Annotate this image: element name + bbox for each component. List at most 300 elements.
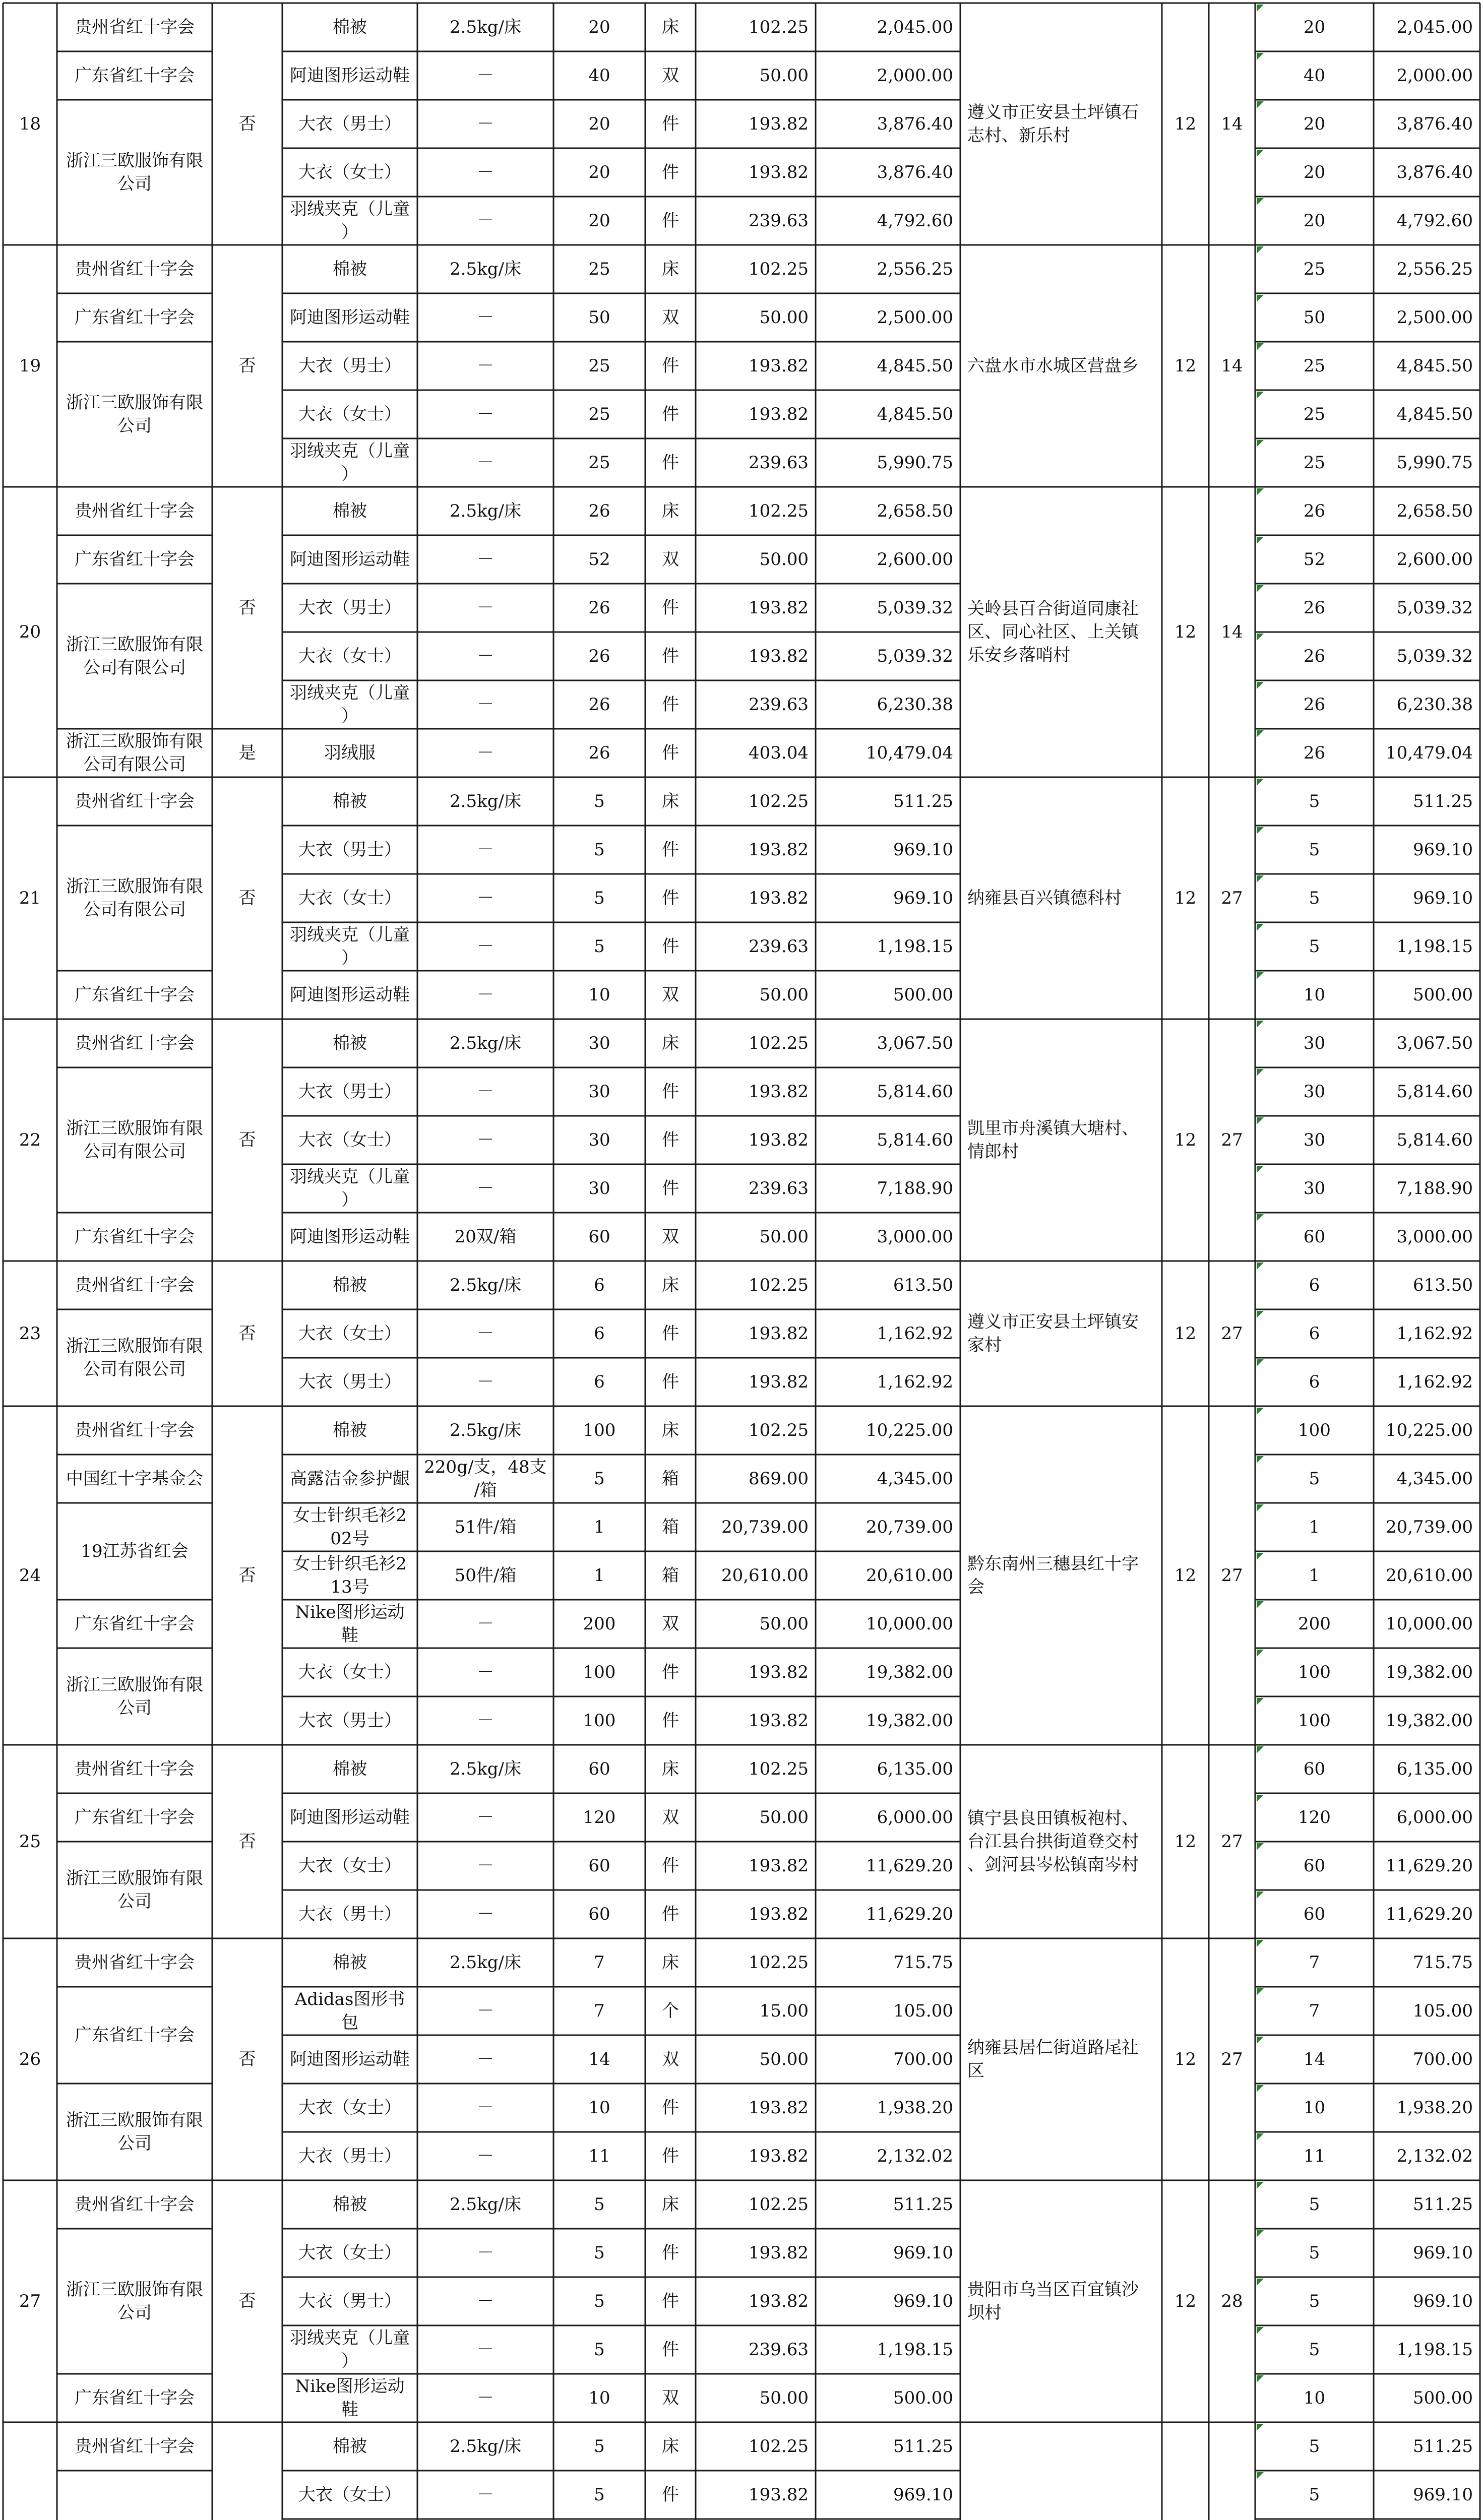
item-name: 羽绒夹克（儿童）	[290, 683, 410, 726]
item-qty: 60	[588, 1856, 610, 1876]
cell-marker-icon	[1257, 101, 1264, 108]
inspection-flag: 是	[238, 743, 256, 763]
unit-price: 869.00	[749, 1469, 809, 1489]
item-name: 棉被	[333, 1420, 367, 1440]
amount: 969.10	[893, 2243, 953, 2263]
item-qty: 26	[588, 695, 610, 715]
inspection-flag: 否	[238, 598, 256, 618]
cell-marker-icon	[1257, 1117, 1264, 1124]
amount: 20,739.00	[866, 1517, 953, 1537]
item-qty: 20	[588, 162, 610, 182]
received-amount: 5,039.32	[1396, 646, 1473, 666]
donor-name: 贵州省红十字会	[75, 2436, 195, 2456]
item-name: 阿迪图形运动鞋	[290, 1227, 410, 1247]
received-amount: 3,000.00	[1396, 1227, 1473, 1247]
item-spec: －	[477, 211, 494, 231]
item-unit: 床	[662, 2194, 679, 2215]
item-unit: 件	[662, 2291, 679, 2311]
item-name: 阿迪图形运动鞋	[290, 985, 410, 1005]
item-name: 大衣（男士）	[298, 1372, 401, 1392]
unit-price: 50.00	[759, 985, 809, 1005]
received-amount: 20,739.00	[1385, 1517, 1473, 1537]
item-spec: 2.5kg/床	[450, 1275, 521, 1295]
donor-name: 广东省红十字会	[75, 2388, 195, 2408]
donor-name: 中国红十字基金会	[66, 1469, 203, 1489]
month: 12	[1174, 356, 1197, 376]
amount: 5,990.75	[877, 453, 953, 473]
amount: 500.00	[893, 985, 953, 1005]
item-spec: －	[477, 162, 494, 182]
item-name: 大衣（女士）	[298, 2243, 401, 2263]
donor-name: 浙江三欧服饰有限公司有限公司	[66, 731, 203, 775]
cell-marker-icon	[1257, 1698, 1264, 1705]
item-spec: 51件/箱	[454, 1517, 517, 1537]
item-qty: 30	[588, 1033, 610, 1053]
item-spec: －	[477, 646, 494, 666]
item-unit: 件	[662, 646, 679, 666]
item-spec: －	[477, 1130, 494, 1150]
item-qty: 5	[594, 936, 605, 957]
item-name: 棉被	[333, 2436, 367, 2456]
received-amount: 11,629.20	[1385, 1856, 1473, 1876]
donor-name: 广东省红十字会	[75, 1614, 195, 1634]
row-number: 27	[19, 2291, 41, 2311]
received-qty: 7	[1309, 2001, 1320, 2021]
cell-marker-icon	[1257, 1940, 1264, 1947]
amount: 10,479.04	[866, 743, 953, 763]
amount: 969.10	[893, 888, 953, 908]
item-spec: 50件/箱	[454, 1565, 517, 1586]
cell-marker-icon	[1257, 2182, 1264, 2189]
received-qty: 26	[1303, 695, 1326, 715]
day: 27	[1221, 2049, 1243, 2069]
donor-name: 广东省红十字会	[75, 66, 195, 86]
item-unit: 件	[662, 2485, 679, 2505]
unit-price: 20,739.00	[721, 1517, 809, 1537]
received-qty: 30	[1303, 1178, 1326, 1199]
cell-marker-icon	[1257, 585, 1264, 592]
item-unit: 件	[662, 211, 679, 231]
amount: 700.00	[893, 2049, 953, 2069]
item-spec: 2.5kg/床	[450, 259, 521, 279]
received-amount: 4,345.00	[1396, 1469, 1473, 1489]
cell-marker-icon	[1257, 53, 1264, 60]
item-spec: 2.5kg/床	[450, 2436, 521, 2456]
cell-marker-icon	[1257, 5, 1264, 12]
donor-name: 广东省红十字会	[75, 1227, 195, 1247]
item-unit: 件	[662, 2243, 679, 2263]
cell-marker-icon	[1257, 2327, 1264, 2334]
unit-price: 239.63	[749, 453, 809, 473]
received-amount: 511.25	[1413, 2436, 1473, 2456]
cell-marker-icon	[1257, 1408, 1264, 1415]
received-amount: 5,990.75	[1396, 453, 1473, 473]
received-qty: 20	[1303, 17, 1326, 37]
unit-price: 193.82	[749, 162, 809, 182]
received-qty: 25	[1303, 453, 1326, 473]
item-qty: 52	[588, 549, 610, 570]
item-name: 大衣（女士）	[298, 1324, 401, 1344]
item-spec: －	[477, 2146, 494, 2166]
cell-marker-icon	[1257, 2279, 1264, 2286]
received-qty: 30	[1303, 1130, 1326, 1150]
received-amount: 969.10	[1413, 840, 1473, 860]
amount: 10,225.00	[866, 1420, 953, 1440]
item-spec: －	[477, 1856, 494, 1876]
received-qty: 60	[1303, 1904, 1326, 1924]
item-spec: －	[477, 695, 494, 715]
item-unit: 床	[662, 1952, 679, 1973]
item-qty: 60	[588, 1759, 610, 1779]
month: 12	[1174, 2049, 1197, 2069]
amount: 4,792.60	[877, 211, 953, 231]
unit-price: 193.82	[749, 2243, 809, 2263]
received-qty: 25	[1303, 259, 1326, 279]
unit-price: 193.82	[749, 646, 809, 666]
received-qty: 26	[1303, 646, 1326, 666]
received-qty: 7	[1309, 1952, 1320, 1973]
item-name: 大衣（女士）	[298, 162, 401, 182]
received-qty: 6	[1309, 1372, 1320, 1392]
row-number: 20	[19, 622, 41, 642]
item-name: 羽绒服	[324, 743, 376, 763]
item-unit: 件	[662, 162, 679, 182]
donor-name: 贵州省红十字会	[75, 1759, 195, 1779]
received-qty: 10	[1303, 2388, 1326, 2408]
received-qty: 26	[1303, 743, 1326, 763]
item-spec: －	[477, 1614, 494, 1634]
item-unit: 件	[662, 1711, 679, 1731]
unit-price: 102.25	[749, 17, 809, 37]
amount: 2,132.02	[877, 2146, 953, 2166]
unit-price: 102.25	[749, 1420, 809, 1440]
unit-price: 193.82	[749, 114, 809, 134]
item-unit: 双	[662, 549, 679, 570]
cell-marker-icon	[1257, 1843, 1264, 1850]
unit-price: 102.25	[749, 259, 809, 279]
received-amount: 2,000.00	[1396, 66, 1473, 86]
item-name: 棉被	[333, 259, 367, 279]
item-spec: －	[477, 2388, 494, 2408]
item-qty: 14	[588, 2049, 610, 2069]
amount: 6,135.00	[877, 1759, 953, 1779]
item-qty: 1	[594, 1565, 605, 1586]
item-name: 棉被	[333, 791, 367, 811]
month: 12	[1174, 1565, 1197, 1586]
amount: 2,045.00	[877, 17, 953, 37]
unit-price: 102.25	[749, 1952, 809, 1973]
received-amount: 6,000.00	[1396, 1807, 1473, 1828]
received-qty: 6	[1309, 1324, 1320, 1344]
item-qty: 20	[588, 17, 610, 37]
cell-marker-icon	[1257, 1746, 1264, 1753]
cell-marker-icon	[1257, 1892, 1264, 1899]
item-unit: 床	[662, 2436, 679, 2456]
row-number: 21	[19, 888, 41, 908]
amount: 511.25	[893, 2436, 953, 2456]
donor-name: 广东省红十字会	[75, 549, 195, 570]
cell-marker-icon	[1257, 634, 1264, 641]
item-name: 大衣（女士）	[298, 646, 401, 666]
item-spec: 2.5kg/床	[450, 791, 521, 811]
cell-marker-icon	[1257, 198, 1264, 205]
unit-price: 50.00	[759, 549, 809, 570]
item-name: 大衣（女士）	[298, 1662, 401, 1682]
received-amount: 2,132.02	[1396, 2146, 1473, 2166]
item-name: 大衣（女士）	[298, 2098, 401, 2118]
received-amount: 2,500.00	[1396, 307, 1473, 328]
donor-name: 贵州省红十字会	[75, 501, 195, 521]
month: 12	[1174, 1832, 1197, 1852]
received-amount: 500.00	[1413, 985, 1473, 1005]
unit-price: 102.25	[749, 2436, 809, 2456]
received-qty: 30	[1303, 1033, 1326, 1053]
received-qty: 200	[1298, 1614, 1331, 1634]
item-unit: 件	[662, 1856, 679, 1876]
item-spec: 220g/支，48支/箱	[424, 1457, 547, 1500]
inspection-flag: 否	[238, 1324, 256, 1344]
item-spec: －	[477, 2340, 494, 2360]
item-unit: 件	[662, 1082, 679, 1102]
cell-marker-icon	[1257, 1988, 1264, 1995]
unit-price: 239.63	[749, 936, 809, 957]
item-spec: －	[477, 2001, 494, 2021]
cell-marker-icon	[1257, 440, 1264, 447]
received-qty: 10	[1303, 985, 1326, 1005]
received-qty: 5	[1309, 888, 1320, 908]
donor-name: 浙江三欧服饰有限公司有限公司	[66, 1118, 203, 1162]
row-number: 26	[19, 2049, 41, 2069]
item-name: 羽绒夹克（儿童）	[290, 2328, 410, 2371]
item-name: 女士针织毛衫2 13号	[293, 1554, 407, 1597]
item-name: 棉被	[333, 1033, 367, 1053]
amount: 715.75	[893, 1952, 953, 1973]
item-qty: 5	[594, 1469, 605, 1489]
destination: 关岭县百合街道同康社区、同心社区、上关镇乐安乡落哨村	[967, 599, 1139, 665]
received-amount: 3,876.40	[1396, 114, 1473, 134]
received-qty: 1	[1309, 1517, 1320, 1537]
item-name: Nike图形运动鞋	[295, 1602, 405, 1646]
inspection-flag: 否	[238, 2291, 256, 2311]
amount: 11,629.20	[866, 1904, 953, 1924]
amount: 2,500.00	[877, 307, 953, 328]
item-unit: 箱	[662, 1517, 679, 1537]
received-amount: 3,876.40	[1396, 162, 1473, 182]
received-qty: 5	[1309, 791, 1320, 811]
item-spec: 2.5kg/床	[450, 1952, 521, 1973]
donor-name: 浙江三欧服饰有限公司有限公司	[66, 1336, 203, 1379]
day: 14	[1221, 114, 1243, 134]
item-spec: －	[477, 1904, 494, 1924]
item-qty: 25	[588, 259, 610, 279]
unit-price: 239.63	[749, 695, 809, 715]
donor-name: 浙江三欧服饰有限公司	[66, 151, 203, 194]
destination: 黔东南州三穗县红十字会	[967, 1554, 1139, 1597]
amount: 3,067.50	[877, 1033, 953, 1053]
item-spec: －	[477, 1711, 494, 1731]
amount: 1,162.92	[877, 1324, 953, 1344]
unit-price: 193.82	[749, 2291, 809, 2311]
item-name: 棉被	[333, 1952, 367, 1973]
cell-marker-icon	[1257, 392, 1264, 399]
amount: 1,198.15	[877, 2340, 953, 2360]
received-qty: 40	[1303, 66, 1326, 86]
cell-marker-icon	[1257, 295, 1264, 302]
item-name: 羽绒夹克（儿童）	[290, 1167, 410, 1210]
unit-price: 50.00	[759, 2049, 809, 2069]
amount: 19,382.00	[866, 1711, 953, 1731]
amount: 3,876.40	[877, 162, 953, 182]
unit-price: 50.00	[759, 2388, 809, 2408]
unit-price: 193.82	[749, 1372, 809, 1392]
donor-name: 贵州省红十字会	[75, 17, 195, 37]
item-qty: 5	[594, 791, 605, 811]
month: 12	[1174, 1324, 1197, 1344]
destination: 贵阳市乌当区百宜镇沙坝村	[967, 2280, 1139, 2323]
item-qty: 26	[588, 743, 610, 763]
unit-price: 193.82	[749, 1904, 809, 1924]
item-qty: 6	[594, 1372, 605, 1392]
unit-price: 102.25	[749, 1275, 809, 1295]
received-amount: 1,198.15	[1396, 936, 1473, 957]
received-qty: 60	[1303, 1227, 1326, 1247]
item-qty: 25	[588, 404, 610, 424]
item-unit: 个	[662, 2001, 679, 2021]
item-spec: －	[477, 66, 494, 86]
item-name: 大衣（男士）	[298, 1904, 401, 1924]
item-spec: －	[477, 840, 494, 860]
received-qty: 5	[1309, 2291, 1320, 2311]
received-amount: 11,629.20	[1385, 1904, 1473, 1924]
item-unit: 双	[662, 1614, 679, 1634]
received-amount: 10,479.04	[1385, 743, 1473, 763]
item-qty: 30	[588, 1178, 610, 1199]
item-qty: 5	[594, 2340, 605, 2360]
item-unit: 床	[662, 17, 679, 37]
item-unit: 床	[662, 1275, 679, 1295]
item-qty: 100	[583, 1420, 616, 1440]
item-qty: 6	[594, 1324, 605, 1344]
received-amount: 500.00	[1413, 2388, 1473, 2408]
received-amount: 969.10	[1413, 888, 1473, 908]
amount: 5,039.32	[877, 646, 953, 666]
cell-marker-icon	[1257, 1795, 1264, 1802]
item-spec: －	[477, 1807, 494, 1828]
received-amount: 10,000.00	[1385, 1614, 1473, 1634]
unit-price: 50.00	[759, 66, 809, 86]
cell-marker-icon	[1257, 488, 1264, 495]
received-qty: 52	[1303, 549, 1326, 570]
received-amount: 3,067.50	[1396, 1033, 1473, 1053]
item-name: 大衣（女士）	[298, 1130, 401, 1150]
month: 12	[1174, 888, 1197, 908]
item-name: 棉被	[333, 17, 367, 37]
item-name: Nike图形运动鞋	[295, 2376, 405, 2420]
cell-marker-icon	[1257, 682, 1264, 689]
item-name: 大衣（女士）	[298, 2485, 401, 2505]
item-spec: 2.5kg/床	[450, 501, 521, 521]
donor-name: 贵州省红十字会	[75, 1420, 195, 1440]
donor-name: 浙江三欧服饰有限公司有限公司	[66, 876, 203, 920]
cell-marker-icon	[1257, 1553, 1264, 1560]
received-amount: 6,230.38	[1396, 695, 1473, 715]
received-amount: 715.75	[1413, 1952, 1473, 1973]
received-qty: 20	[1303, 211, 1326, 231]
item-name: 羽绒夹克（儿童）	[290, 199, 410, 242]
received-qty: 5	[1309, 2485, 1320, 2505]
received-qty: 5	[1309, 2340, 1320, 2360]
received-amount: 19,382.00	[1385, 1662, 1473, 1682]
item-qty: 10	[588, 2388, 610, 2408]
item-qty: 10	[588, 985, 610, 1005]
item-name: 棉被	[333, 2194, 367, 2215]
received-amount: 2,600.00	[1396, 549, 1473, 570]
received-amount: 1,198.15	[1396, 2340, 1473, 2360]
cell-marker-icon	[1257, 1069, 1264, 1076]
item-name: 大衣（男士）	[298, 2291, 401, 2311]
donor-name: 浙江三欧服饰有限公司	[66, 2110, 203, 2154]
cell-marker-icon	[1257, 1214, 1264, 1221]
received-qty: 5	[1309, 2243, 1320, 2263]
item-spec: －	[477, 549, 494, 570]
item-spec: －	[477, 598, 494, 618]
item-name: 大衣（男士）	[298, 356, 401, 376]
item-qty: 25	[588, 356, 610, 376]
received-qty: 100	[1298, 1711, 1331, 1731]
unit-price: 193.82	[749, 1324, 809, 1344]
received-amount: 10,225.00	[1385, 1420, 1473, 1440]
item-qty: 200	[583, 1614, 616, 1634]
donor-name: 浙江三欧服饰有限公司	[66, 1868, 203, 1912]
month: 12	[1174, 1130, 1197, 1150]
donor-name: 广东省红十字会	[75, 2025, 195, 2045]
inspection-flag: 否	[238, 2049, 256, 2069]
item-unit: 件	[662, 1372, 679, 1392]
received-amount: 2,556.25	[1396, 259, 1473, 279]
received-amount: 511.25	[1413, 791, 1473, 811]
cell-marker-icon	[1257, 1263, 1264, 1270]
received-amount: 5,814.60	[1396, 1130, 1473, 1150]
amount: 969.10	[893, 2485, 953, 2505]
item-unit: 床	[662, 791, 679, 811]
amount: 969.10	[893, 2291, 953, 2311]
amount: 4,845.50	[877, 356, 953, 376]
received-qty: 30	[1303, 1082, 1326, 1102]
unit-price: 193.82	[749, 1856, 809, 1876]
item-unit: 床	[662, 259, 679, 279]
item-name: Adidas图形书包	[294, 1989, 405, 2033]
item-spec: －	[477, 1082, 494, 1102]
received-qty: 26	[1303, 598, 1326, 618]
day: 27	[1221, 1130, 1243, 1150]
amount: 6,230.38	[877, 695, 953, 715]
donor-name: 贵州省红十字会	[75, 259, 195, 279]
item-spec: －	[477, 2485, 494, 2505]
unit-price: 102.25	[749, 791, 809, 811]
received-qty: 50	[1303, 307, 1326, 328]
received-qty: 26	[1303, 501, 1326, 521]
donor-name: 贵州省红十字会	[75, 791, 195, 811]
amount: 19,382.00	[866, 1662, 953, 1682]
amount: 11,629.20	[866, 1856, 953, 1876]
donor-name: 贵州省红十字会	[75, 1275, 195, 1295]
item-unit: 床	[662, 501, 679, 521]
item-unit: 件	[662, 1324, 679, 1344]
amount: 4,345.00	[877, 1469, 953, 1489]
row-number: 23	[19, 1324, 41, 1344]
item-spec: 2.5kg/床	[450, 1420, 521, 1440]
received-amount: 969.10	[1413, 2291, 1473, 2311]
